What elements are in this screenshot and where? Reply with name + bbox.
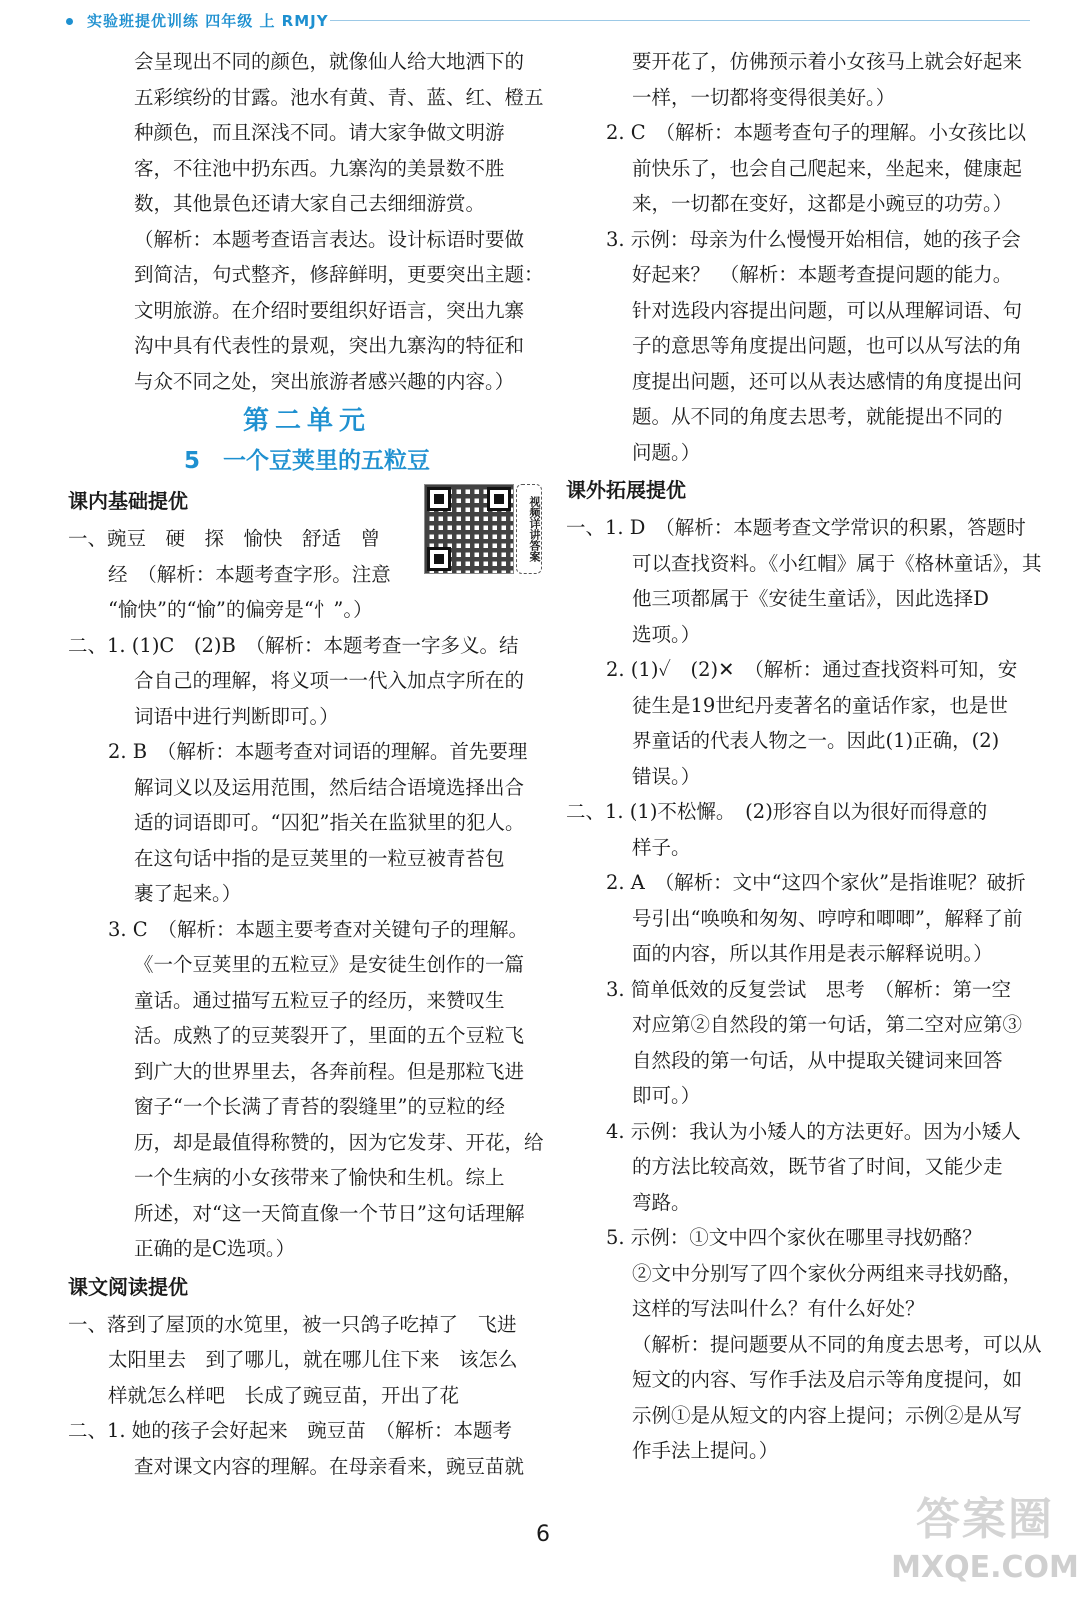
text-line: 自然段的第一句话，从中提取关键词来回答 [632,1048,1003,1072]
text-line: 与众不同之处，突出旅游者感兴趣的内容。） [134,369,515,393]
watermark-url: MXQE.COM [891,1550,1079,1585]
watermark-text: 答案圈 [916,1494,1054,1545]
text-line: 合自己的理解，将义项一一代入加点字所在的 [134,669,525,692]
text-line: 针对选段内容提出问题，可以从理解词语、句 [632,298,1023,322]
text-line: 3. C （解析：本题主要考查对关键句子的理解。 [108,917,528,941]
text-line: 短文的内容、写作手法及启示等角度提问，如 [632,1368,1023,1391]
text-line: 4. 示例：我认为小矮人的方法更好。因为小矮人 [606,1119,1021,1143]
text-line: 徒生是19世纪丹麦著名的童话作家，也是世 [632,693,1008,717]
section-heading: 课内基础提优 [68,489,188,513]
text-line: （解析：本题考查语言表达。设计标语时要做 [134,227,525,251]
text-line: 《一个豆荚里的五粒豆》是安徒生创作的一篇 [134,953,525,976]
lesson-title: 5 一个豆荚里的五粒豆 [183,448,430,474]
watermark-logo [890,1490,1080,1598]
text-line: 一、1. D （解析：本题考查文学常识的积累，答题时 [566,516,1026,539]
text-line: 经 （解析：本题考查字形。注意 [108,562,391,586]
text-line: 适的词语即可。“囚犯”指关在监狱里的犯人。 [134,811,525,834]
section-heading: 课外拓展提优 [566,478,686,502]
text-line: 5. 示例：①文中四个家伙在哪里寻找奶酪？ [606,1226,982,1249]
text-line: 一个生病的小女孩带来了愉快和生机。综上 [134,1166,505,1189]
page-number: 6 [536,1522,550,1547]
text-line: 度提出问题，还可以从表达感情的角度提出问 [632,369,1023,393]
text-line: 示例①是从短文的内容上提问；示例②是从写 [632,1403,1023,1427]
text-line: 二、1. (1)不松懈。 (2)形容自以为很好而得意的 [566,800,988,823]
text-line: 前快乐了，也会自己爬起来，坐起来，健康起 [632,156,1023,180]
text-line: 选项。） [632,622,701,646]
text-line: 题。从不同的角度去思考，就能提出不同的 [632,405,1003,428]
text-line: “愉快”的“愉”的偏旁是“忄”。） [108,598,373,621]
text-line: 沟中具有代表性的景观，突出九寨沟的特征和 [134,334,525,357]
text-line: 2. B （解析：本题考查对词语的理解。首先要理 [108,740,528,763]
text-line: 来，一切都在变好，这都是小豌豆的功劳。） [632,192,1013,215]
text-line: 客，不往池中扔东西。九寨沟的美景数不胜 [134,156,505,180]
header-text: 实验班提优训练 四年级 上 RMJY [87,12,329,30]
text-line: 号引出“唤唤和匆匆、哼哼和唧唧”，解释了前 [632,906,1023,930]
right-column [566,44,1042,1469]
text-line: 3. 简单低效的反复尝试 思考 （解析：第一空 [606,977,1012,1001]
text-line: 正确的是C选项。） [134,1237,296,1260]
text-line: 对应第②自然段的第一句话，第二空对应第③ [632,1013,1023,1036]
text-line: 样就怎么样吧 长成了豌豆苗，开出了花 [108,1383,460,1407]
left-column [68,44,546,1484]
text-line: 到简洁，句式整齐，修辞鲜明，更要突出主题： [134,263,544,286]
text-line: 要开花了，仿佛预示着小女孩马上就会好起来 [632,50,1023,73]
text-line: 好起来？ （解析：本题考查提问题的能力。 [632,263,1013,286]
text-line: 弯路。 [632,1190,691,1214]
text-line: 所述，对“这一天简直像一个节日”这句话理解 [134,1201,525,1225]
text-line: 2. C （解析：本题考查句子的理解。小女孩比以 [606,121,1026,144]
text-line: 子的意思等角度提出问题，也可以从写法的角 [632,334,1023,357]
text-line: 太阳里去 到了哪儿，就在哪儿住下来 该怎么 [108,1348,518,1371]
qr-finder-icon [427,487,451,511]
text-line: 错误。） [632,764,701,788]
text-line: 文明旅游。在介绍时要组织好语言，突出九寨 [134,298,525,322]
text-line: 样子。 [632,835,691,859]
text-line: 3. 示例：母亲为什么慢慢开始相信，她的孩子会 [606,227,1021,251]
text-line: 可以查找资料。《小红帽》属于《格林童话》，其 [632,551,1042,575]
text-line: 一、落到了屋顶的水笕里，被一只鸽子吃掉了 飞进 [68,1312,517,1336]
text-line: 解词义以及运用范围，然后结合语境选择出合 [134,775,525,799]
text-line: 种颜色，而且深浅不同。请大家争做文明游 [134,121,505,144]
text-line: 会呈现出不同的颜色，就像仙人给大地洒下的 [134,50,525,73]
text-line: 一、豌豆 硬 探 愉快 舒适 曾 [68,527,381,550]
text-line: 历，却是最值得称赞的，因为它发芽、开花，给 [134,1130,544,1154]
text-line: 2. (1)✓ (2)✕ （解析：通过查找资料可知，安 [606,658,1018,681]
text-line: 二、1. 她的孩子会好起来 豌豆苗 （解析：本题考 [68,1419,513,1442]
text-line: （解析：提问题要从不同的角度去思考，可以从 [632,1332,1042,1356]
qr-finder-icon [427,547,451,571]
text-line: ②文中分别写了四个家伙分两组来寻找奶酪， [632,1261,1023,1285]
text-line: 在这句话中指的是豆荚里的一粒豆被青苔包 [134,846,505,870]
text-line: 2. A （解析：文中“这四个家伙”是指谁呢？破折 [606,871,1026,894]
qr-label: 视频详讲答案 [516,484,542,574]
text-line: 五彩缤纷的甘露。池水有黄、青、蓝、红、橙五 [134,85,544,109]
header-rule [330,20,1030,21]
text-line: 作手法上提问。） [632,1439,779,1462]
qr-code[interactable] [424,484,542,576]
running-header [66,10,329,31]
text-line: 问题。） [632,440,701,464]
text-line: 查对课文内容的理解。在母亲看来，豌豆苗就 [134,1454,525,1478]
text-line: 面的内容，所以其作用是表示解释说明。） [632,942,993,965]
text-line: 他三项都属于《安徒生童话》，因此选择D [632,587,989,610]
text-line: 童话。通过描写五粒豆子的经历，来赞叹生 [134,988,505,1012]
text-line: 活。成熟了的豆荚裂开了，里面的五个豆粒飞 [134,1024,525,1047]
section-heading: 课文阅读提优 [68,1274,188,1299]
text-line: 窗子“一个长满了青苔的裂缝里”的豆粒的经 [134,1095,505,1118]
text-line: 界童话的代表人物之一。因此(1)正确，(2) [632,729,1000,752]
text-line: 裹了起来。） [134,882,242,905]
unit-title: 第二单元 [242,406,371,436]
qr-finder-icon [487,487,511,511]
text-line: 数，其他景色还请大家自己去细细游赏。 [134,192,486,215]
bullet-icon [66,18,73,25]
text-line: 词语中进行判断即可。） [134,704,339,728]
text-line: 的方法比较高效，既节省了时间，又能少走 [632,1155,1003,1178]
text-line: 一样，一切都将变得很美好。） [632,85,896,109]
text-line: 二、1. (1)C (2)B （解析：本题考查一字多义。结 [68,633,519,657]
text-line: 这样的写法叫什么？有什么好处？ [632,1297,925,1320]
text-line: 即可。） [632,1084,701,1107]
text-line: 到广大的世界里去，各奔前程。但是那粒飞进 [134,1059,525,1083]
